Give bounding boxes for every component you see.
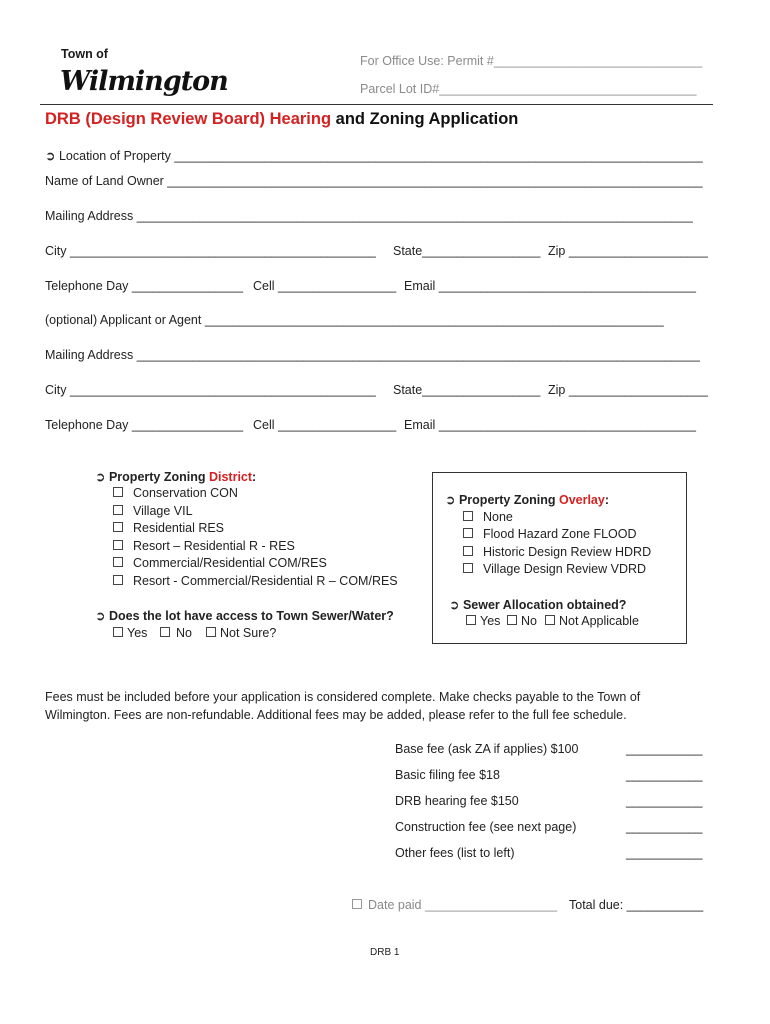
district-option-resort-residential[interactable] [113, 539, 295, 553]
district-option-commercial-residential[interactable] [113, 556, 327, 570]
zoning-overlay-red-label: Overlay [558, 493, 605, 507]
fee-blank-filing[interactable]: ___________ [626, 768, 703, 782]
owner-mailing-address-field[interactable]: Mailing Address ________________________________________________________________________________ [45, 209, 693, 223]
page-code: DRB 1 [370, 947, 400, 958]
fee-label-filing: Basic filing fee $18 [395, 768, 500, 782]
title-black-part: and Zoning Application [331, 110, 519, 128]
fee-label-construction: Construction fee (see next page) [395, 820, 577, 834]
overlay-option-label: Village Design Review VDRD [483, 562, 647, 576]
fee-label-drb-hearing: DRB hearing fee $150 [395, 794, 519, 808]
zoning-district-label: Property Zoning [108, 470, 209, 484]
sewer-access-yes[interactable] [113, 626, 147, 640]
owner-zip-field[interactable]: Zip ____________________ [548, 244, 708, 258]
sewer-access-label: Does the lot have access to Town Sewer/Water? [108, 609, 394, 623]
fees-note-line-1: Fees must be included before your application is considered complete. Make checks payable to the Town of [45, 690, 641, 704]
zoning-district-colon: : [252, 470, 257, 484]
checkbox-icon[interactable] [206, 627, 216, 637]
checkbox-icon[interactable] [463, 563, 473, 573]
district-option-resort-commercial[interactable] [113, 574, 398, 588]
arrow-bullet-icon: ➲ [95, 470, 106, 484]
sewer-allocation-option-label: Yes [480, 614, 501, 628]
agent-cell-field[interactable]: Cell _________________ [253, 418, 397, 432]
wilmington-logo: Wilmington [60, 66, 228, 97]
fee-label-base: Base fee (ask ZA if applies) $100 [395, 742, 579, 756]
zoning-district-red-label: District [208, 470, 253, 484]
date-paid-label: Date paid ___________________ [368, 898, 558, 912]
fee-label-other: Other fees (list to left) [395, 846, 515, 860]
page-title [45, 110, 518, 129]
district-option-label: Village VIL [133, 504, 193, 518]
agent-email-field[interactable]: Email _____________________________________ [404, 418, 696, 432]
checkbox-icon[interactable] [352, 899, 362, 909]
sewer-access-no[interactable] [160, 626, 192, 640]
overlay-option-flood[interactable] [463, 527, 637, 541]
checkbox-icon[interactable] [507, 615, 517, 625]
sewer-allocation-not-applicable[interactable] [545, 614, 639, 628]
checkbox-icon[interactable] [160, 627, 170, 637]
applicant-agent-field[interactable]: (optional) Applicant or Agent __________________________________________________________________ [45, 313, 664, 327]
sewer-allocation-yes[interactable] [466, 614, 500, 628]
owner-city-field[interactable]: City ____________________________________________ [45, 244, 376, 258]
sewer-access-question [95, 608, 394, 623]
arrow-bullet-icon: ➲ [95, 609, 106, 623]
overlay-option-label: Flood Hazard Zone FLOOD [483, 527, 637, 541]
checkbox-icon[interactable] [466, 615, 476, 625]
agent-telephone-day-field[interactable]: Telephone Day ________________ [45, 418, 244, 432]
sewer-allocation-option-label: Not Applicable [559, 614, 639, 628]
overlay-option-none[interactable] [463, 510, 513, 524]
fee-blank-base[interactable]: ___________ [626, 742, 703, 756]
location-of-property-field[interactable] [45, 148, 703, 163]
agent-zip-field[interactable]: Zip ____________________ [548, 383, 708, 397]
checkbox-icon[interactable] [463, 528, 473, 538]
checkbox-icon[interactable] [113, 575, 123, 585]
checkbox-icon[interactable] [113, 522, 123, 532]
fee-blank-other[interactable]: ___________ [626, 846, 703, 860]
sewer-allocation-question [449, 597, 626, 612]
town-of-label: Town of [61, 47, 108, 61]
sewer-allocation-no[interactable] [507, 614, 537, 628]
district-option-label: Resort – Residential R - RES [133, 539, 295, 553]
office-permit-field[interactable]: For Office Use: Permit #______________________________ [360, 54, 703, 68]
agent-city-field[interactable]: City ____________________________________________ [45, 383, 376, 397]
sewer-allocation-option-label: No [521, 614, 537, 628]
owner-state-field[interactable]: State_________________ [393, 244, 541, 258]
fee-blank-drb-hearing[interactable]: ___________ [626, 794, 703, 808]
checkbox-icon[interactable] [545, 615, 555, 625]
overlay-option-label: None [483, 510, 513, 524]
owner-telephone-day-field[interactable]: Telephone Day ________________ [45, 279, 244, 293]
location-of-property-label: Location of Property ____________________________________________________________________________ [58, 149, 703, 163]
checkbox-icon[interactable] [113, 557, 123, 567]
zoning-overlay-label: Property Zoning [458, 493, 559, 507]
district-option-label: Resort - Commercial/Residential R – COM/RES [133, 574, 398, 588]
owner-email-field[interactable]: Email _____________________________________ [404, 279, 696, 293]
district-option-label: Conservation CON [133, 486, 238, 500]
agent-mailing-address-field[interactable]: Mailing Address _________________________________________________________________________________ [45, 348, 700, 362]
district-option-conservation[interactable] [113, 486, 238, 500]
arrow-bullet-icon: ➲ [45, 149, 56, 163]
checkbox-icon[interactable] [113, 487, 123, 497]
fee-blank-construction[interactable]: ___________ [626, 820, 703, 834]
checkbox-icon[interactable] [463, 546, 473, 556]
land-owner-field[interactable]: Name of Land Owner _____________________________________________________________________________ [45, 174, 703, 188]
sewer-allocation-label: Sewer Allocation obtained? [462, 598, 627, 612]
zoning-overlay-heading [445, 492, 609, 507]
agent-state-field[interactable]: State_________________ [393, 383, 541, 397]
office-parcel-field[interactable]: Parcel Lot ID#_____________________________________ [360, 82, 697, 96]
checkbox-icon[interactable] [113, 627, 123, 637]
checkbox-icon[interactable] [113, 540, 123, 550]
overlay-option-hdrd[interactable] [463, 545, 651, 559]
sewer-access-not-sure[interactable] [206, 626, 276, 640]
sewer-access-option-label: No [176, 626, 192, 640]
district-option-residential[interactable] [113, 521, 224, 535]
title-red-part: DRB (Design Review Board) Hearing [45, 110, 332, 128]
sewer-access-option-label: Yes [127, 626, 148, 640]
district-option-label: Residential RES [133, 521, 225, 535]
arrow-bullet-icon: ➲ [445, 493, 456, 507]
overlay-option-vdrd[interactable] [463, 562, 646, 576]
zoning-overlay-colon: : [604, 493, 610, 507]
arrow-bullet-icon: ➲ [449, 598, 460, 612]
date-paid-field[interactable] [352, 898, 557, 912]
checkbox-icon[interactable] [113, 505, 123, 515]
header-divider [40, 104, 713, 105]
sewer-access-option-label: Not Sure? [220, 626, 277, 640]
zoning-district-heading [95, 469, 256, 484]
district-option-village[interactable] [113, 504, 193, 518]
total-due-field[interactable]: Total due: ___________ [569, 898, 704, 912]
owner-cell-field[interactable]: Cell _________________ [253, 279, 397, 293]
district-option-label: Commercial/Residential COM/RES [133, 556, 327, 570]
overlay-option-label: Historic Design Review HDRD [483, 545, 652, 559]
fees-note-line-2: Wilmington. Fees are non-refundable. Additional fees may be added, please refer to the full fee schedule. [45, 708, 627, 722]
checkbox-icon[interactable] [463, 511, 473, 521]
